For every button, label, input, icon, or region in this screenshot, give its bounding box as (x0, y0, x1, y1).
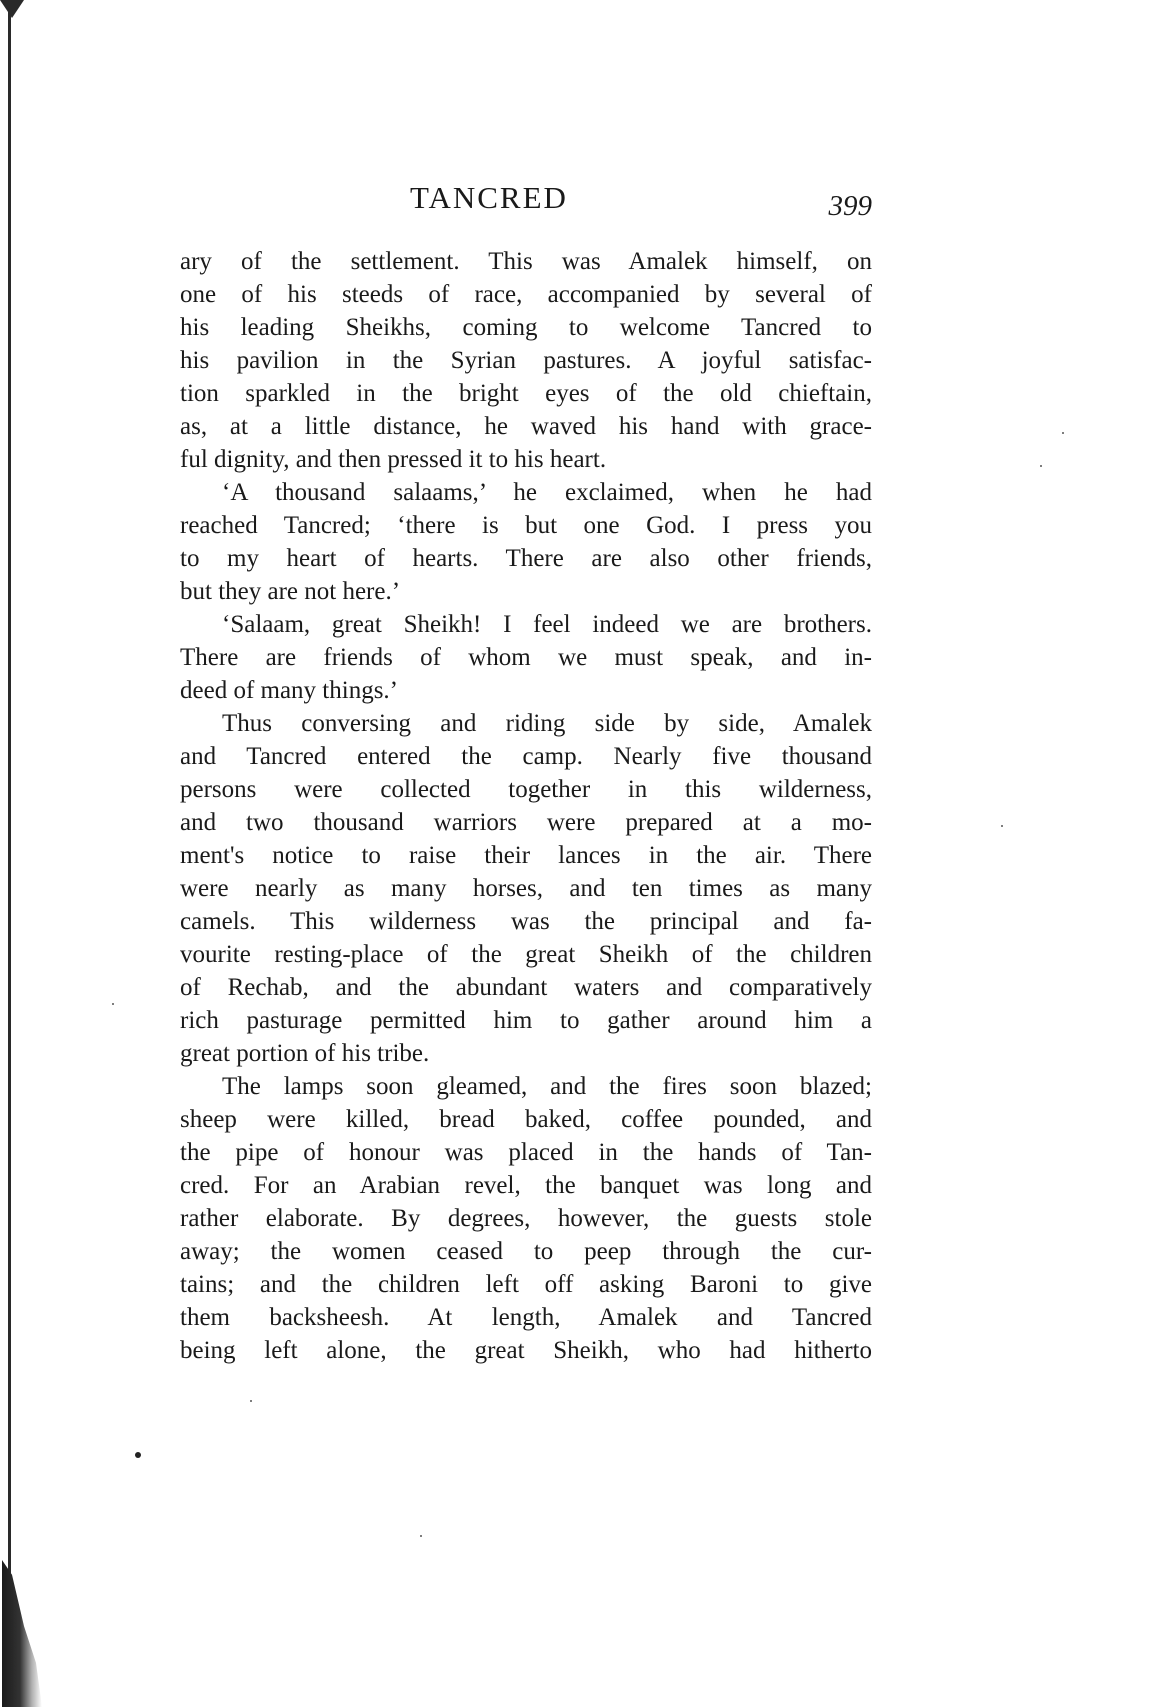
text-line: and Tancred entered the camp. Nearly five thousand (180, 743, 872, 770)
text-line: his leading Sheikhs, coming to welcome Tancred to (180, 314, 872, 341)
text-line: being left alone, the great Sheikh, who had hitherto (180, 1337, 872, 1364)
paper-speck (135, 1452, 141, 1458)
text-line: to my heart of hearts. There are also other friends, (180, 545, 872, 572)
binding-gutter-line (8, 12, 11, 1582)
text-line: the pipe of honour was placed in the hands of Tan- (180, 1139, 872, 1166)
running-title: TANCRED (410, 180, 568, 215)
text-line: tains; and the children left off asking Baroni to give (180, 1271, 872, 1298)
paragraph-start-line: The lamps soon gleamed, and the fires soon blazed; (222, 1073, 872, 1100)
text-line: vourite resting-place of the great Sheikh of the children (180, 941, 872, 968)
paper-speck (420, 1535, 422, 1537)
binding-shadow (2, 1560, 42, 1707)
text-line: reached Tancred; ‘there is but one God. I press you (180, 512, 872, 539)
text-line: ment's notice to raise their lances in the air. There (180, 842, 872, 869)
paragraph-start-line: Thus conversing and riding side by side, Amalek (222, 710, 872, 737)
binding-edge (0, 0, 10, 1707)
text-line: of Rechab, and the abundant waters and comparatively (180, 974, 872, 1001)
page-number: 399 (828, 190, 872, 222)
text-line: were nearly as many horses, and ten times as many (180, 875, 872, 902)
text-line: ful dignity, and then pressed it to his heart. (180, 446, 607, 473)
text-line: them backsheesh. At length, Amalek and Tancred (180, 1304, 872, 1331)
text-line: rich pasturage permitted him to gather around him a (180, 1007, 872, 1034)
text-line: as, at a little distance, he waved his hand with grace- (180, 413, 872, 440)
text-line: ary of the settlement. This was Amalek himself, on (180, 248, 872, 275)
text-line: camels. This wilderness was the principal and fa- (180, 908, 872, 935)
paper-speck (1001, 825, 1003, 827)
text-line: rather elaborate. By degrees, however, the guests stole (180, 1205, 872, 1232)
text-line: but they are not here.’ (180, 578, 401, 605)
body-text (180, 245, 872, 1367)
page-header (180, 178, 872, 228)
text-line: away; the women ceased to peep through the cur- (180, 1238, 872, 1265)
text-line: his pavilion in the Syrian pastures. A joyful satisfac- (180, 347, 872, 374)
text-line: one of his steeds of race, accompanied by several of (180, 281, 872, 308)
paper-speck (1040, 465, 1042, 467)
binding-tick-mark (0, 0, 24, 18)
text-line: cred. For an Arabian revel, the banquet was long and (180, 1172, 872, 1199)
paragraph-start-line: ‘A thousand salaams,’ he exclaimed, when he had (222, 479, 872, 506)
text-line: deed of many things.’ (180, 677, 399, 704)
paper-speck (1062, 432, 1064, 434)
text-line: sheep were killed, bread baked, coffee pounded, and (180, 1106, 872, 1133)
text-line: and two thousand warriors were prepared at a mo- (180, 809, 872, 836)
paper-speck (250, 1400, 252, 1402)
text-line: persons were collected together in this wilderness, (180, 776, 872, 803)
paper-speck (112, 1003, 114, 1005)
text-line: There are friends of whom we must speak, and in- (180, 644, 872, 671)
text-line: tion sparkled in the bright eyes of the old chieftain, (180, 380, 872, 407)
paragraph-start-line: ‘Salaam, great Sheikh! I feel indeed we are brothers. (222, 611, 872, 638)
text-line: great portion of his tribe. (180, 1040, 430, 1067)
